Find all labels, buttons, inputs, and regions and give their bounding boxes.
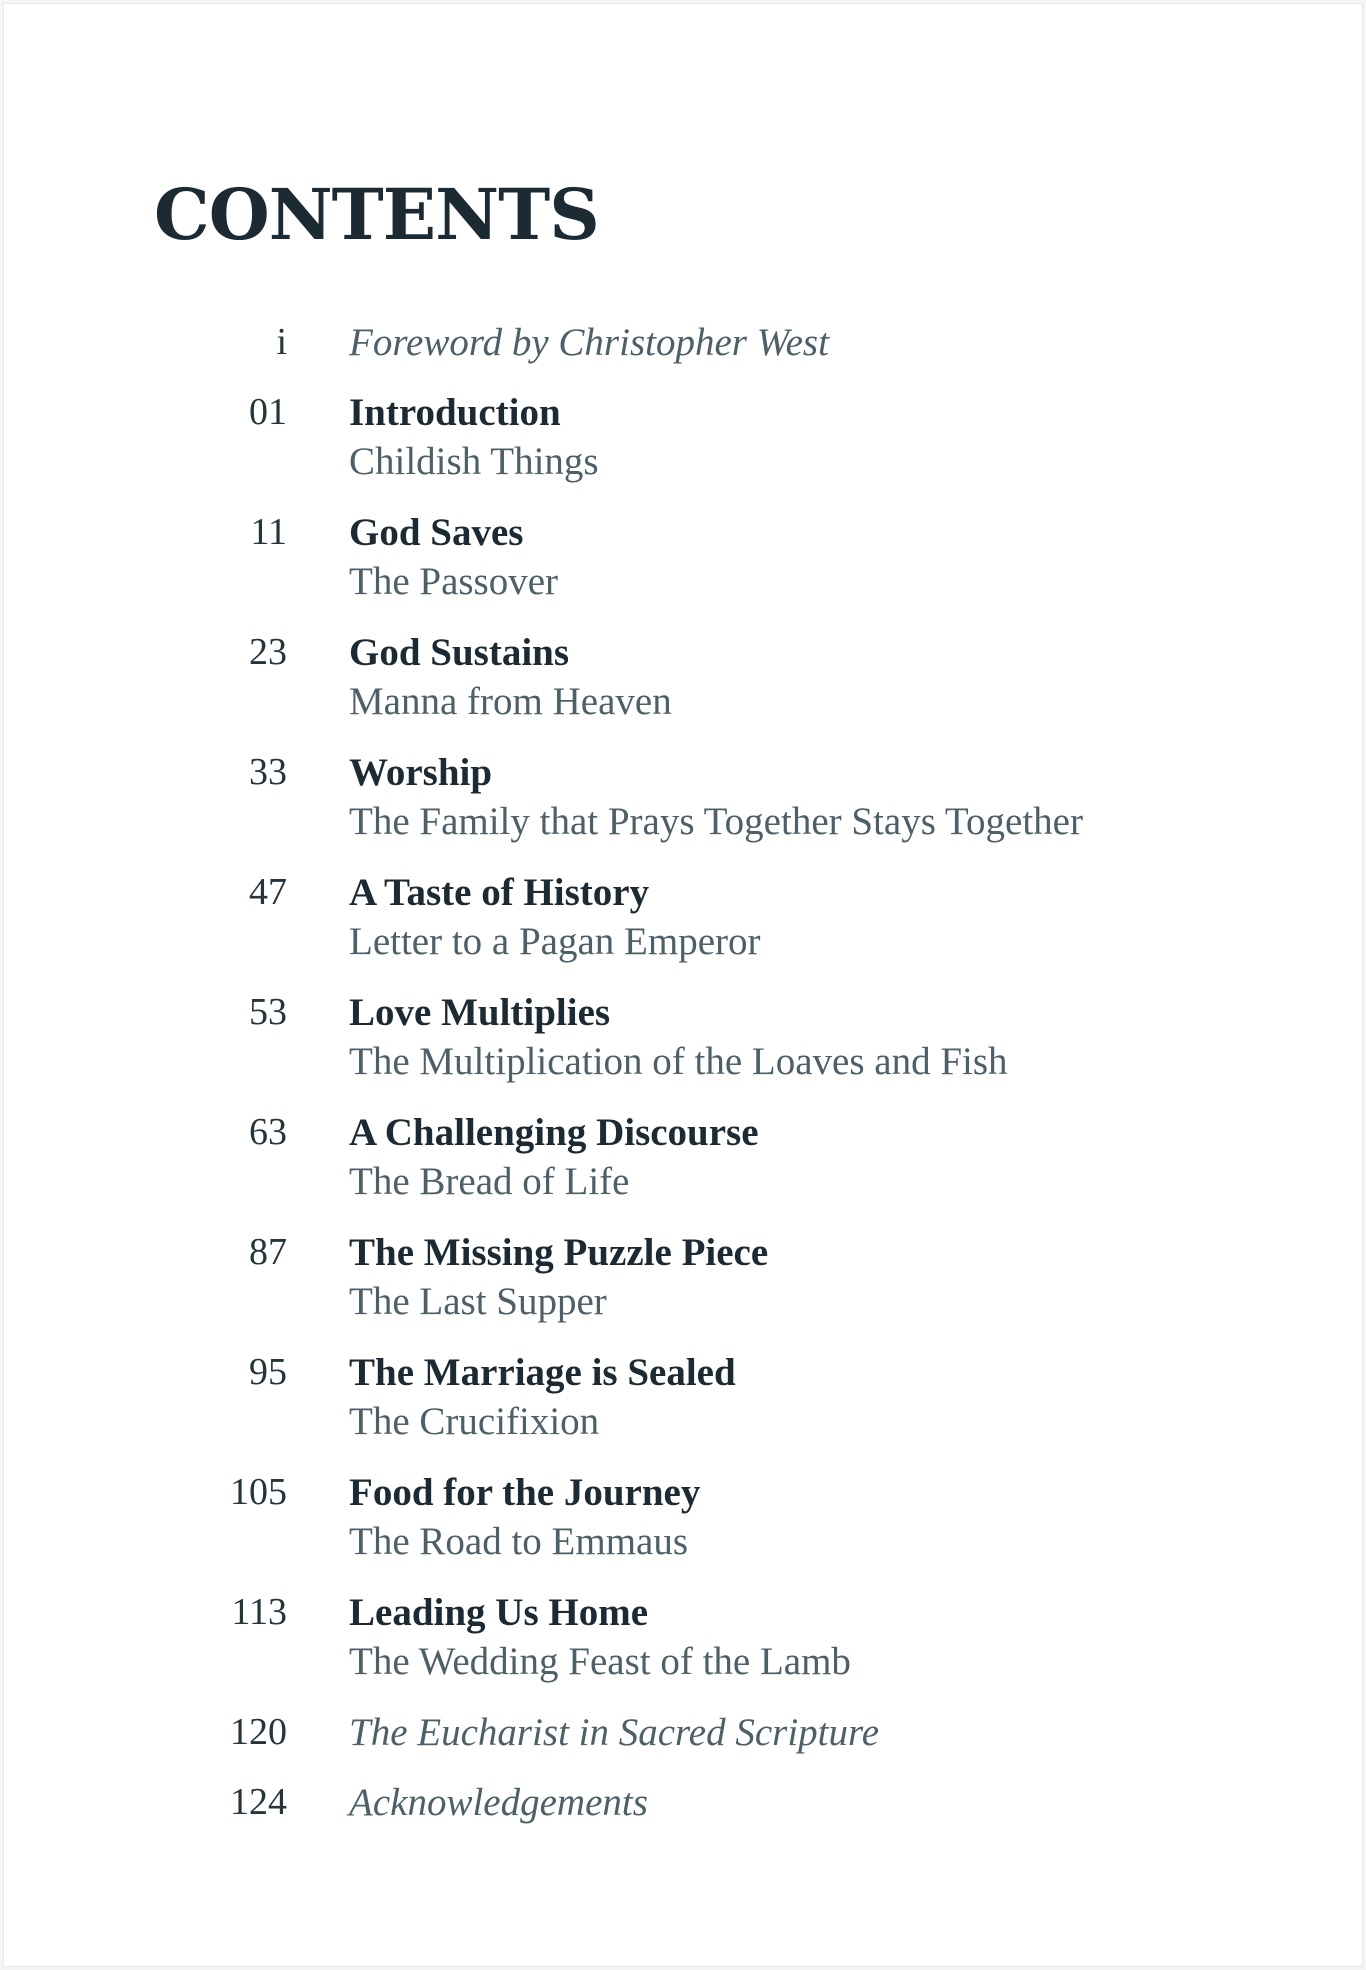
chapter-title: God Sustains <box>349 631 570 674</box>
chapter-title: Introduction <box>349 391 561 434</box>
page-number: 53 <box>249 991 287 1033</box>
chapter-title: A Taste of History <box>349 871 650 914</box>
chapter-title: The Missing Puzzle Piece <box>349 1231 769 1274</box>
toc-entry-missing-puzzle-piece[interactable] <box>4 1228 1362 1348</box>
chapter-subtitle: The Wedding Feast of the Lamb <box>349 1640 851 1683</box>
chapter-subtitle: The Passover <box>349 560 559 603</box>
chapter-title: God Saves <box>349 511 524 554</box>
chapter-subtitle: The Bread of Life <box>349 1160 630 1203</box>
toc-entry-challenging-discourse[interactable] <box>4 1108 1362 1228</box>
chapter-title: The Marriage is Sealed <box>349 1351 736 1394</box>
page-number: 95 <box>249 1351 287 1393</box>
page-number: 120 <box>230 1711 287 1753</box>
toc-entry-god-sustains[interactable] <box>4 628 1362 748</box>
page-number: 105 <box>230 1471 287 1513</box>
chapter-title: Worship <box>349 751 493 794</box>
document-page <box>3 3 1363 1967</box>
chapter-subtitle: The Road to Emmaus <box>349 1520 689 1563</box>
entry-title: Foreword by Christopher West <box>349 321 829 364</box>
page-number: 47 <box>249 871 287 913</box>
toc-entry-food-for-journey[interactable] <box>4 1468 1362 1588</box>
toc-entry-love-multiplies[interactable] <box>4 988 1362 1108</box>
table-of-contents <box>4 318 1362 1848</box>
toc-entry-acknowledgements[interactable] <box>4 1778 1362 1848</box>
page-number: 33 <box>249 751 287 793</box>
page-number: 01 <box>249 391 287 433</box>
entry-title: The Eucharist in Sacred Scripture <box>349 1711 880 1754</box>
page-number: 63 <box>249 1111 287 1153</box>
chapter-subtitle: Childish Things <box>349 440 599 483</box>
chapter-subtitle: Letter to a Pagan Emperor <box>349 920 761 963</box>
chapter-title: Leading Us Home <box>349 1591 649 1634</box>
page-number: i <box>276 321 287 363</box>
toc-entry-marriage-sealed[interactable] <box>4 1348 1362 1468</box>
chapter-subtitle: Manna from Heaven <box>349 680 672 723</box>
toc-entry-introduction[interactable] <box>4 388 1362 508</box>
entry-title: Acknowledgements <box>349 1781 648 1824</box>
page-number: 11 <box>250 511 287 553</box>
toc-entry-worship[interactable] <box>4 748 1362 868</box>
chapter-subtitle: The Crucifixion <box>349 1400 600 1443</box>
page-number: 23 <box>249 631 287 673</box>
page-number: 113 <box>231 1591 287 1633</box>
chapter-title: A Challenging Discourse <box>349 1111 759 1154</box>
chapter-title: Love Multiplies <box>349 991 611 1034</box>
toc-entry-foreword[interactable] <box>4 318 1362 388</box>
toc-entry-god-saves[interactable] <box>4 508 1362 628</box>
chapter-title: Food for the Journey <box>349 1471 701 1514</box>
toc-entry-leading-us-home[interactable] <box>4 1588 1362 1708</box>
page-number: 87 <box>249 1231 287 1273</box>
toc-entry-eucharist-scripture[interactable] <box>4 1708 1362 1778</box>
toc-entry-taste-of-history[interactable] <box>4 868 1362 988</box>
chapter-subtitle: The Last Supper <box>349 1280 607 1323</box>
page-title: CONTENTS <box>154 173 599 256</box>
chapter-subtitle: The Multiplication of the Loaves and Fish <box>349 1040 1008 1083</box>
page-number: 124 <box>230 1781 287 1823</box>
chapter-subtitle: The Family that Prays Together Stays Together <box>349 800 1083 843</box>
